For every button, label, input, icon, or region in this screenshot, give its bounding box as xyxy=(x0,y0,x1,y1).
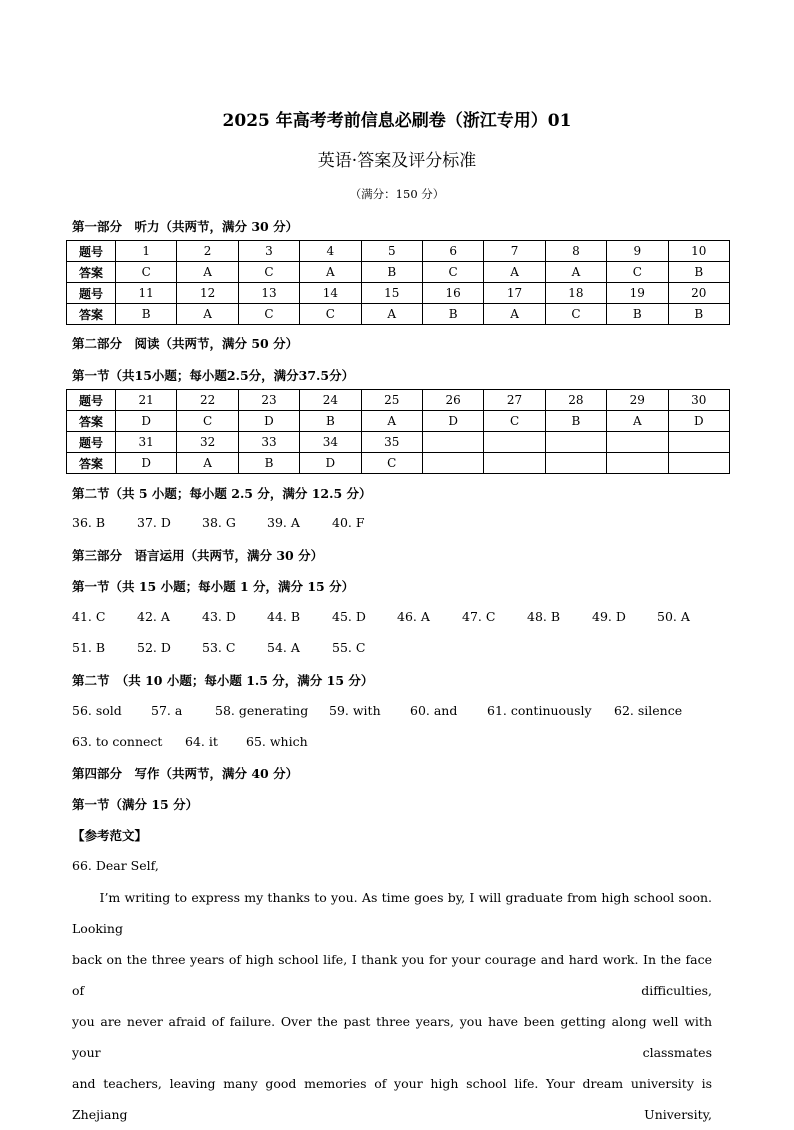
part2-section2-heading: 第二节（共 5 小题；每小题 2.5 分，满分 12.5 分） xyxy=(72,486,372,501)
answer-cell: C xyxy=(361,453,422,474)
part1-heading: 第一部分 听力（共两节，满分 30 分） xyxy=(72,219,299,234)
essay-line: you are never afraid of failure. Over the past three years, you have been getting along well with your classmates xyxy=(72,1014,712,1060)
answer-item: 61. continuously xyxy=(487,703,592,718)
question-number: 29 xyxy=(607,390,668,411)
question-number: 22 xyxy=(177,390,238,411)
answer-cell: C xyxy=(238,304,299,325)
answer-item: 48. B xyxy=(527,609,561,624)
answer-cell: A xyxy=(484,262,545,283)
question-number: 10 xyxy=(668,241,729,262)
answer-item: 62. silence xyxy=(614,703,683,718)
essay-line: and teachers, leaving many good memories of your high school life. Your dream university is Zhejiang University, xyxy=(72,1076,712,1122)
question-number: 14 xyxy=(300,283,361,304)
answer-item: 38. G xyxy=(202,515,236,530)
empty-cell xyxy=(422,432,483,453)
question-number: 26 xyxy=(422,390,483,411)
answer-item: 57. a xyxy=(151,703,183,718)
part3-section1-row1 xyxy=(72,609,707,624)
question-number: 17 xyxy=(484,283,545,304)
answer-item: 36. B xyxy=(72,515,106,530)
question-number: 6 xyxy=(422,241,483,262)
row-label: 答案 xyxy=(67,453,116,474)
part3-section2-row1 xyxy=(72,703,694,718)
part2-section1-heading: 第一节（共15小题；每小题2.5分，满分37.5分） xyxy=(72,368,355,383)
answer-cell: A xyxy=(607,411,668,432)
question-number: 1 xyxy=(116,241,177,262)
answer-item: 60. and xyxy=(410,703,458,718)
question-number: 32 xyxy=(177,432,238,453)
question-number: 9 xyxy=(607,241,668,262)
answer-item: 45. D xyxy=(332,609,366,624)
question-number: 12 xyxy=(177,283,238,304)
question-number: 7 xyxy=(484,241,545,262)
answer-cell: B xyxy=(422,304,483,325)
part3-section2-heading: 第二节 （共 10 小题；每小题 1.5 分，满分 15 分） xyxy=(72,673,374,688)
answer-item: 44. B xyxy=(267,609,301,624)
answer-cell: C xyxy=(238,262,299,283)
essay-salutation: 66. Dear Self, xyxy=(72,858,159,873)
answer-item: 42. A xyxy=(137,609,170,624)
essay-line: I’m writing to express my thanks to you. As time goes by, I will graduate from high school soon. Looking xyxy=(72,890,712,936)
answer-item: 41. C xyxy=(72,609,106,624)
empty-cell xyxy=(545,432,606,453)
answer-cell: D xyxy=(116,411,177,432)
answer-cell: A xyxy=(177,262,238,283)
question-number: 23 xyxy=(238,390,299,411)
answer-cell: D xyxy=(116,453,177,474)
answer-cell: A xyxy=(300,262,361,283)
answer-cell: A xyxy=(361,411,422,432)
empty-cell xyxy=(484,453,545,474)
question-number: 21 xyxy=(116,390,177,411)
answer-item: 56. sold xyxy=(72,703,122,718)
page-title: 2025 年高考考前信息必刷卷（浙江专用）01 xyxy=(222,111,572,131)
answer-item: 65. which xyxy=(246,734,308,749)
question-number: 31 xyxy=(116,432,177,453)
table-row xyxy=(67,241,730,262)
answer-cell: D xyxy=(238,411,299,432)
essay-line: back on the three years of high school life, I thank you for your courage and hard work. In the face of difficulties, xyxy=(72,952,712,998)
empty-cell xyxy=(545,453,606,474)
listening-answer-table xyxy=(66,240,730,325)
part3-section1-row2 xyxy=(72,640,397,655)
answer-item: 50. A xyxy=(657,609,690,624)
answer-cell: B xyxy=(545,411,606,432)
question-number: 28 xyxy=(545,390,606,411)
empty-cell xyxy=(422,453,483,474)
question-number: 3 xyxy=(238,241,299,262)
answer-cell: D xyxy=(300,453,361,474)
sample-essay-label: 【参考范文】 xyxy=(72,828,148,843)
answer-cell: B xyxy=(238,453,299,474)
answer-cell: C xyxy=(484,411,545,432)
answer-item: 53. C xyxy=(202,640,236,655)
answer-cell: C xyxy=(116,262,177,283)
answer-cell: D xyxy=(668,411,729,432)
answer-item: 37. D xyxy=(137,515,171,530)
empty-cell xyxy=(484,432,545,453)
table-row xyxy=(67,262,730,283)
answer-cell: A xyxy=(177,304,238,325)
question-number: 8 xyxy=(545,241,606,262)
page-subtitle: 英语·答案及评分标准 xyxy=(317,151,477,171)
answer-cell: B xyxy=(116,304,177,325)
answer-item: 47. C xyxy=(462,609,496,624)
empty-cell xyxy=(607,453,668,474)
answer-cell: C xyxy=(300,304,361,325)
empty-cell xyxy=(607,432,668,453)
question-number: 25 xyxy=(361,390,422,411)
answer-item: 54. A xyxy=(267,640,300,655)
question-number: 5 xyxy=(361,241,422,262)
table-row xyxy=(67,390,730,411)
question-number: 18 xyxy=(545,283,606,304)
answer-item: 46. A xyxy=(397,609,430,624)
sample-essay-body xyxy=(72,882,712,1130)
answer-cell: B xyxy=(668,262,729,283)
answer-item: 49. D xyxy=(592,609,626,624)
answer-item: 55. C xyxy=(332,640,366,655)
answer-item: 59. with xyxy=(329,703,381,718)
part2-heading: 第二部分 阅读（共两节，满分 50 分） xyxy=(72,336,299,351)
question-number: 11 xyxy=(116,283,177,304)
answer-item: 43. D xyxy=(202,609,236,624)
reading-answer-table xyxy=(66,389,730,474)
row-label: 题号 xyxy=(67,432,116,453)
part3-heading: 第三部分 语言运用（共两节，满分 30 分） xyxy=(72,548,324,563)
part4-section1-heading: 第一节（满分 15 分） xyxy=(72,797,199,812)
answer-cell: C xyxy=(177,411,238,432)
question-number: 34 xyxy=(300,432,361,453)
row-label: 答案 xyxy=(67,262,116,283)
part3-section1-heading: 第一节（共 15 小题；每小题 1 分，满分 15 分） xyxy=(72,579,355,594)
part4-heading: 第四部分 写作（共两节，满分 40 分） xyxy=(72,766,299,781)
answer-item: 40. F xyxy=(332,515,365,530)
answer-cell: B xyxy=(668,304,729,325)
table-row xyxy=(67,283,730,304)
question-number: 19 xyxy=(607,283,668,304)
question-number: 30 xyxy=(668,390,729,411)
answer-cell: B xyxy=(361,262,422,283)
table-row xyxy=(67,411,730,432)
answer-item: 63. to connect xyxy=(72,734,163,749)
answer-item: 52. D xyxy=(137,640,171,655)
answer-cell: D xyxy=(422,411,483,432)
answer-cell: B xyxy=(607,304,668,325)
answer-cell: A xyxy=(484,304,545,325)
question-number: 13 xyxy=(238,283,299,304)
row-label: 答案 xyxy=(67,411,116,432)
row-label: 答案 xyxy=(67,304,116,325)
answer-item: 51. B xyxy=(72,640,106,655)
full-marks-note: （满分：150 分） xyxy=(349,187,445,201)
empty-cell xyxy=(668,453,729,474)
question-number: 35 xyxy=(361,432,422,453)
empty-cell xyxy=(668,432,729,453)
table-row xyxy=(67,432,730,453)
table-row xyxy=(67,453,730,474)
answer-item: 64. it xyxy=(185,734,218,749)
question-number: 4 xyxy=(300,241,361,262)
answer-item: 58. generating xyxy=(215,703,309,718)
answer-cell: C xyxy=(422,262,483,283)
row-label: 题号 xyxy=(67,241,116,262)
answer-cell: A xyxy=(361,304,422,325)
answer-cell: B xyxy=(300,411,361,432)
question-number: 16 xyxy=(422,283,483,304)
question-number: 15 xyxy=(361,283,422,304)
question-number: 27 xyxy=(484,390,545,411)
answer-cell: A xyxy=(177,453,238,474)
answer-cell: C xyxy=(607,262,668,283)
question-number: 2 xyxy=(177,241,238,262)
row-label: 题号 xyxy=(67,283,116,304)
part3-section2-row2 xyxy=(72,734,326,749)
row-label: 题号 xyxy=(67,390,116,411)
question-number: 24 xyxy=(300,390,361,411)
answer-item: 39. A xyxy=(267,515,300,530)
answer-cell: A xyxy=(545,262,606,283)
question-number: 20 xyxy=(668,283,729,304)
answer-cell: C xyxy=(545,304,606,325)
table-row xyxy=(67,304,730,325)
part2-section2-answers xyxy=(72,515,397,530)
question-number: 33 xyxy=(238,432,299,453)
